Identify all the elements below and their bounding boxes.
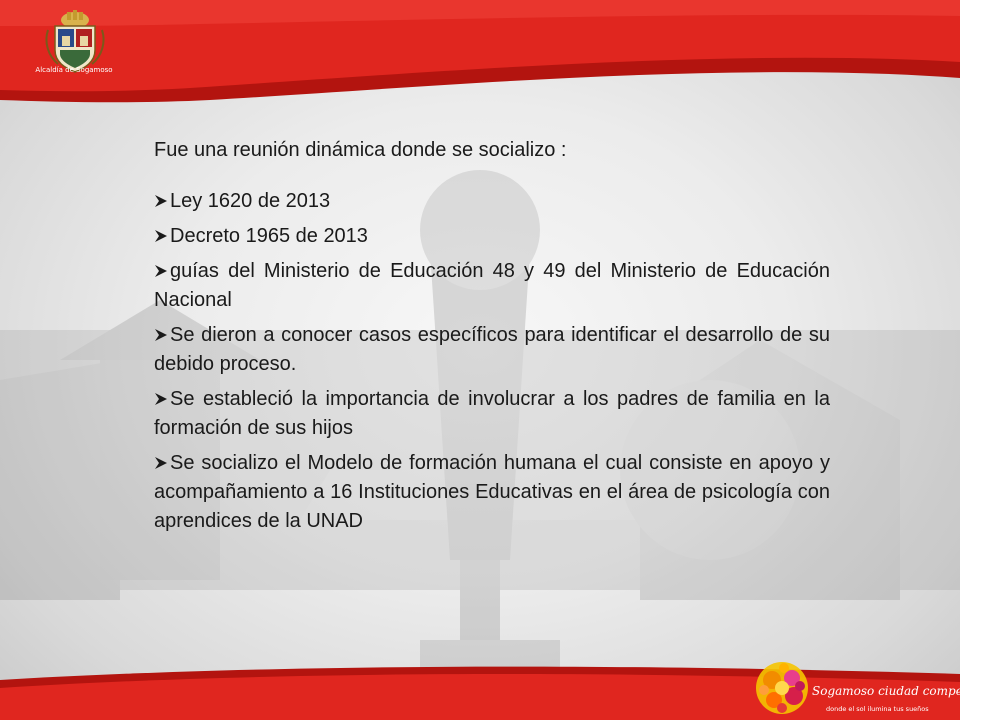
bullet-text: Se dieron a conocer casos específicos para identificar el desarrollo de su debido proceso. <box>154 324 830 375</box>
logo-caption: Alcaldía de Sogamoso <box>35 66 113 74</box>
bullet-text: Ley 1620 de 2013 <box>170 190 331 212</box>
list-item <box>154 449 830 536</box>
list-item <box>154 222 830 251</box>
arrow-bullet-icon <box>154 392 168 406</box>
arrow-bullet-icon <box>154 456 168 470</box>
list-item <box>154 187 830 216</box>
arrow-bullet-icon <box>154 264 168 278</box>
list-item <box>154 385 830 443</box>
arrow-bullet-icon <box>154 229 168 243</box>
bullet-list <box>154 187 830 536</box>
top-banner <box>0 0 960 120</box>
bullet-text: guías del Ministerio de Educación 48 y 49 del Ministerio de Educación Nacional <box>154 260 830 311</box>
footer-brand-subtitle: donde el sol ilumina tus sueños <box>826 705 929 713</box>
arrow-bullet-icon <box>154 194 168 208</box>
bullet-text: Decreto 1965 de 2013 <box>170 225 368 247</box>
footer-brand-title: Sogamoso ciudad competitiva <box>812 684 994 698</box>
arrow-bullet-icon <box>154 328 168 342</box>
content-block <box>154 136 830 542</box>
list-item <box>154 257 830 315</box>
list-item <box>154 321 830 379</box>
intro-text: Fue una reunión dinámica donde se socializo : <box>154 139 567 161</box>
bullet-text: Se estableció la importancia de involucrar a los padres de familia en la formación de sus hijos <box>154 388 830 439</box>
bullet-text: Se socializo el Modelo de formación humana el cual consiste en apoyo y acompañamiento a 16 Instituciones Educativas en el área de psicología con aprendices de la UNAD <box>154 452 830 532</box>
